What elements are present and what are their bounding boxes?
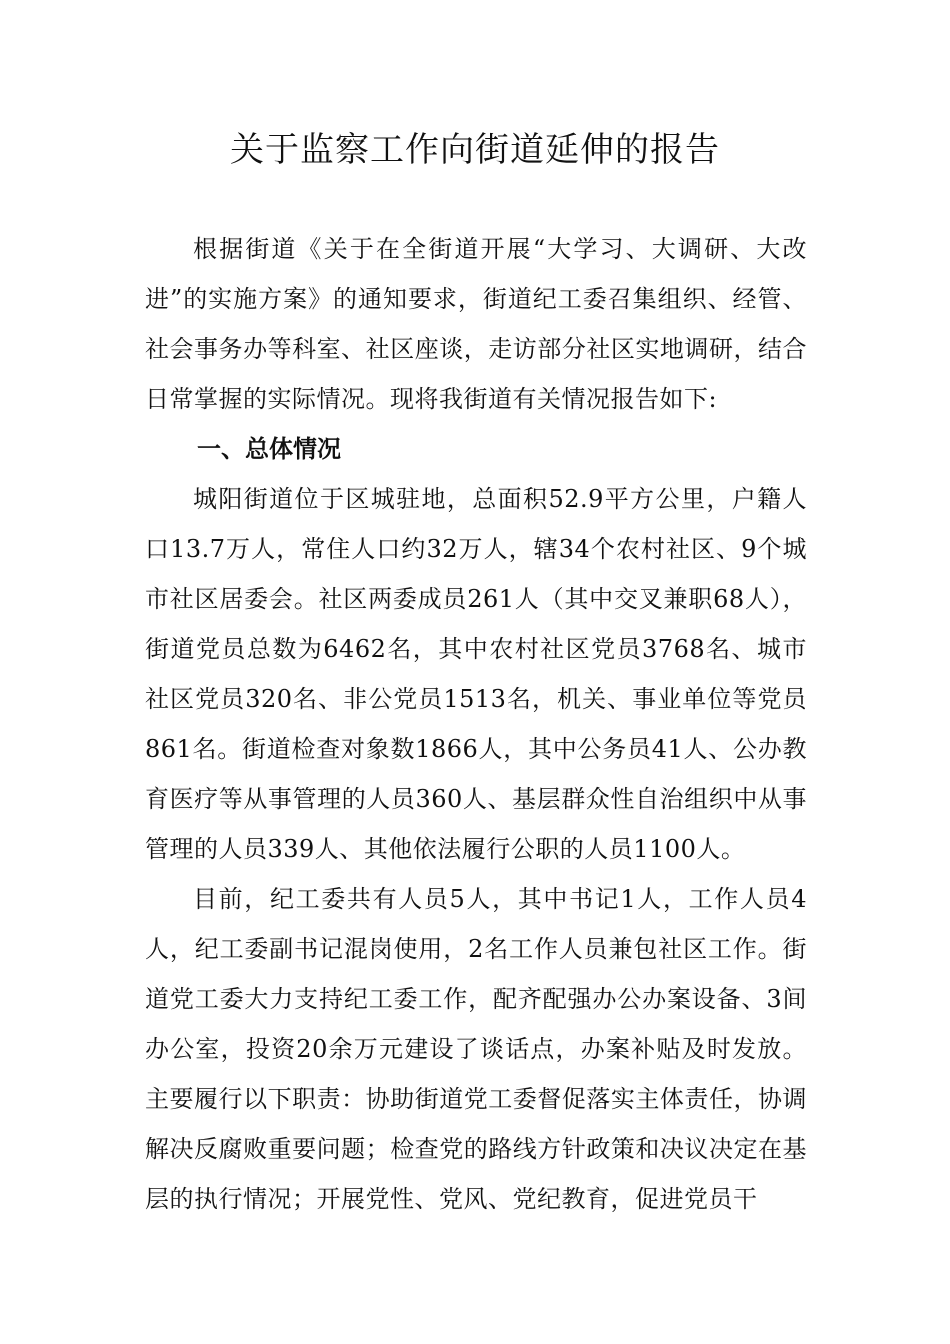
document-title: 关于监察工作向街道延伸的报告 (230, 130, 720, 170)
overview-paragraph: 城阳街道位于区城驻地，总面积52.9平方公里，户籍人口13.7万人，常住人口约32万人，辖34个农村社区、9个城市社区居委会。社区两委成员261人（其中交叉兼职68人），街道党员总数为6462名，其中农村社区党员3768名、城市社区党员320名、非公党员1513名，机关、事业单位等党员861名。街道检查对象数1866人，其中公务员41人、公办教育医疗等从事管理的人员360人、基层群众性自治组织中从事管理的人员339人、其他依法履行公职的人员1100人。 (145, 485, 807, 863)
document-body (145, 224, 807, 1224)
section-heading-overview: 一、总体情况 (197, 435, 341, 463)
intro-paragraph: 根据街道《关于在全街道开展“大学习、大调研、大改进”的实施方案》的通知要求，街道纪工委召集组织、经管、社会事务办等科室、社区座谈，走访部分社区实地调研，结合日常掌握的实际情况。现将我街道有关情况报告如下: (145, 235, 807, 413)
staffing-paragraph: 目前，纪工委共有人员5人，其中书记1人，工作人员4人，纪工委副书记混岗使用，2名工作人员兼包社区工作。街道党工委大力支持纪工委工作，配齐配强办公办案设备、3间办公室，投资20余万元建设了谈话点，办案补贴及时发放。主要履行以下职责：协助街道党工委督促落实主体责任，协调解决反腐败重要问题；检查党的路线方针政策和决议决定在基层的执行情况；开展党性、党风、党纪教育，促进党员干 (145, 885, 807, 1213)
